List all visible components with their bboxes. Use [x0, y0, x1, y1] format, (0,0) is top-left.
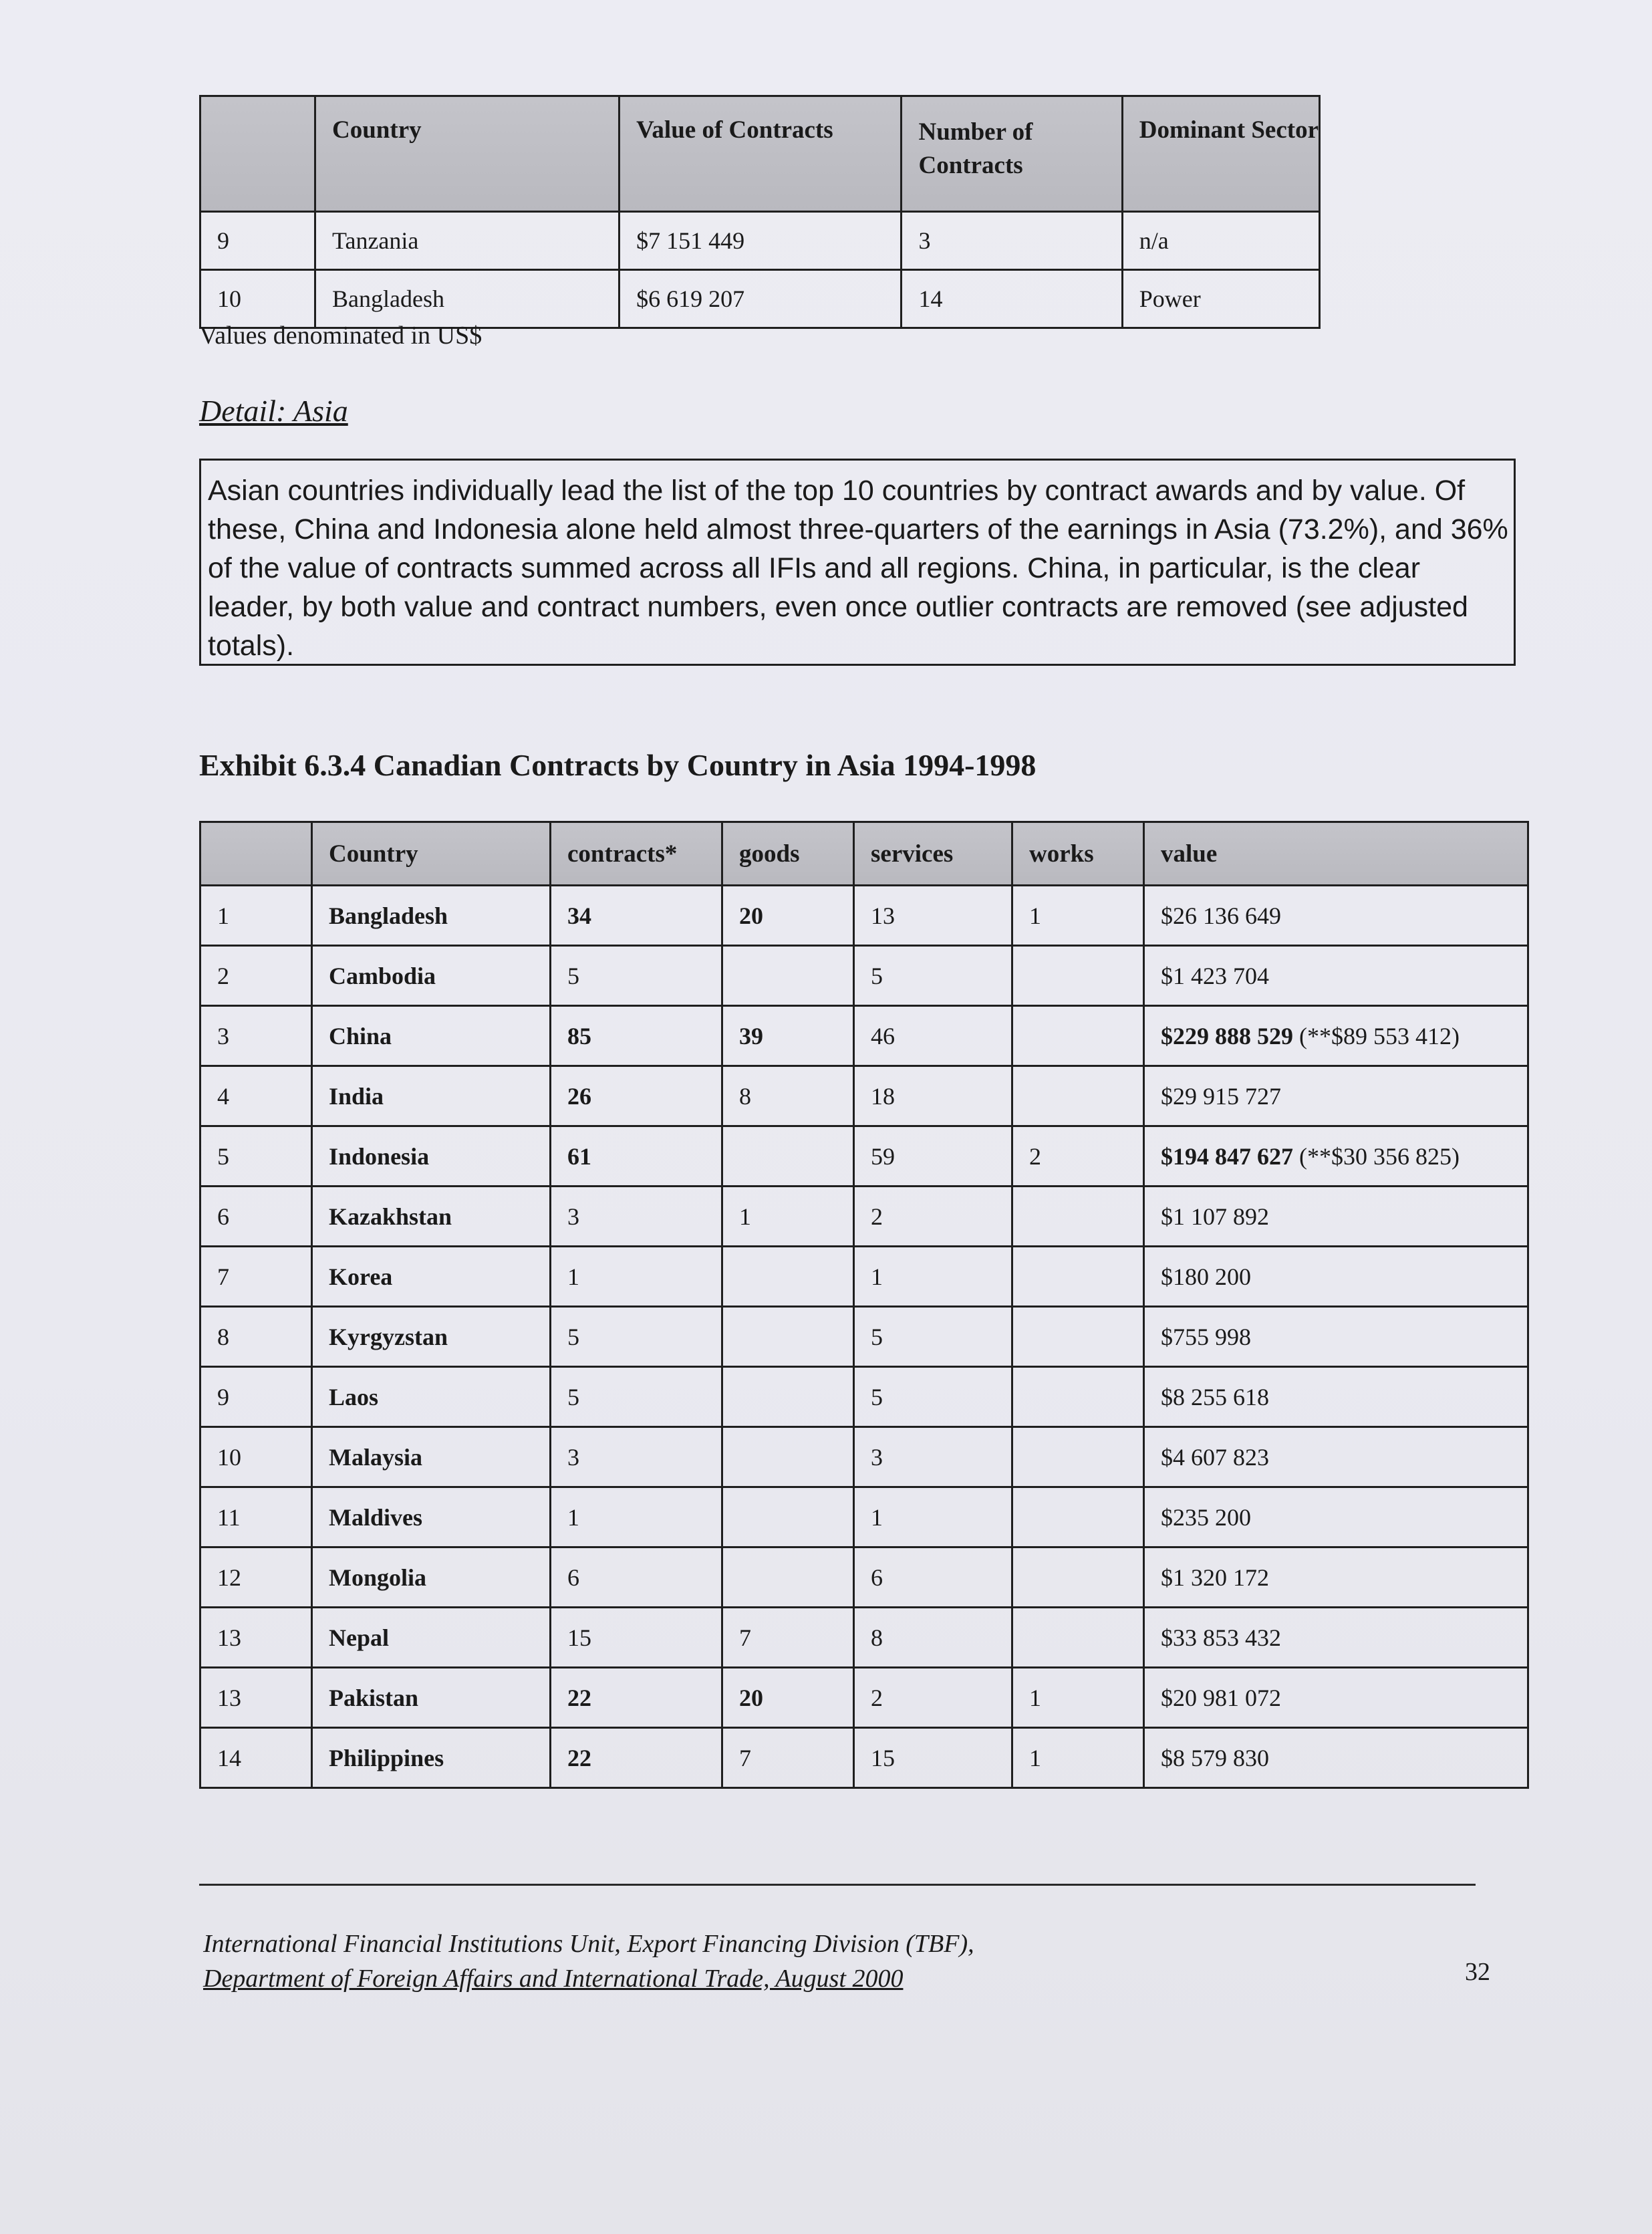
cell-contracts: 26 [551, 1066, 722, 1126]
cell-rank: 8 [200, 1307, 312, 1367]
cell-works: 2 [1012, 1126, 1144, 1187]
table-row [200, 1487, 1528, 1547]
cell-value [1144, 1126, 1528, 1187]
cell-rank: 5 [200, 1126, 312, 1187]
cell-country: China [312, 1006, 551, 1066]
cell-services: 5 [854, 1367, 1012, 1427]
cell-goods [722, 1487, 854, 1547]
cell-country: Mongolia [312, 1547, 551, 1608]
value-amount: $235 200 [1161, 1503, 1251, 1531]
cell-sector: Power [1122, 270, 1319, 328]
table-row [200, 1066, 1528, 1126]
cell-contracts: 61 [551, 1126, 722, 1187]
cell-services: 18 [854, 1066, 1012, 1126]
cell-country: India [312, 1066, 551, 1126]
cell-rank: 13 [200, 1668, 312, 1728]
cell-goods: 1 [722, 1187, 854, 1247]
cell-rank: 11 [200, 1487, 312, 1547]
cell-contracts: 1 [551, 1487, 722, 1547]
value-amount: $29 915 727 [1161, 1082, 1281, 1110]
asia-contracts-table [199, 821, 1529, 1789]
value-amount: $20 981 072 [1161, 1684, 1281, 1711]
table-row [200, 1307, 1528, 1367]
value-amount: $194 847 627 [1161, 1142, 1293, 1170]
cell-works [1012, 1367, 1144, 1427]
cell-goods: 7 [722, 1728, 854, 1788]
cell-contracts: 22 [551, 1668, 722, 1728]
cell-works [1012, 1247, 1144, 1307]
table-row [200, 1427, 1528, 1487]
table-row [200, 1247, 1528, 1307]
cell-services: 46 [854, 1006, 1012, 1066]
cell-services: 15 [854, 1728, 1012, 1788]
cell-rank: 2 [200, 946, 312, 1006]
cell-country: Tanzania [315, 212, 620, 270]
cell-services: 2 [854, 1668, 1012, 1728]
cell-works [1012, 1187, 1144, 1247]
cell-country: Kyrgyzstan [312, 1307, 551, 1367]
cell-rank: 6 [200, 1187, 312, 1247]
header-rank [200, 822, 312, 886]
cell-services: 3 [854, 1427, 1012, 1487]
cell-works: 1 [1012, 1668, 1144, 1728]
value-amount: $1 423 704 [1161, 962, 1269, 989]
cell-goods [722, 1307, 854, 1367]
table-row [200, 1187, 1528, 1247]
cell-value [1144, 1066, 1528, 1126]
table-row [200, 1547, 1528, 1608]
cell-value [1144, 1307, 1528, 1367]
cell-works [1012, 1307, 1144, 1367]
cell-goods [722, 1247, 854, 1307]
cell-services: 59 [854, 1126, 1012, 1187]
header-rank [200, 96, 315, 212]
cell-country: Bangladesh [312, 886, 551, 946]
cell-works [1012, 1547, 1144, 1608]
cell-rank: 3 [200, 1006, 312, 1066]
cell-value [1144, 1487, 1528, 1547]
table-row [200, 270, 1320, 328]
cell-services: 6 [854, 1547, 1012, 1608]
cell-goods: 8 [722, 1066, 854, 1126]
cell-services: 2 [854, 1187, 1012, 1247]
cell-contracts: 1 [551, 1247, 722, 1307]
cell-value [1144, 1547, 1528, 1608]
footer-citation [203, 1927, 974, 1996]
value-amount: $229 888 529 [1161, 1022, 1293, 1049]
cell-rank: 10 [200, 270, 315, 328]
cell-country: Pakistan [312, 1668, 551, 1728]
value-amount: $8 579 830 [1161, 1744, 1269, 1771]
value-amount: $755 998 [1161, 1323, 1251, 1350]
cell-services: 8 [854, 1608, 1012, 1668]
cell-services: 5 [854, 1307, 1012, 1367]
currency-note: Values denominated in US$ [199, 322, 483, 350]
footer-line-2: Department of Foreign Affairs and International Trade, August 2000 [203, 1965, 904, 1993]
table-header-row [200, 822, 1528, 886]
cell-works [1012, 1608, 1144, 1668]
cell-country: Philippines [312, 1728, 551, 1788]
table-row [200, 1668, 1528, 1728]
cell-contracts: 34 [551, 886, 722, 946]
value-amount: $180 200 [1161, 1263, 1251, 1290]
cell-value [1144, 1247, 1528, 1307]
cell-works [1012, 1066, 1144, 1126]
cell-value [1144, 886, 1528, 946]
cell-goods [722, 1427, 854, 1487]
header-country: Country [312, 822, 551, 886]
cell-goods: 7 [722, 1608, 854, 1668]
table-row [200, 1608, 1528, 1668]
cell-value [1144, 1728, 1528, 1788]
header-dominant-sector: Dominant Sector [1122, 96, 1319, 212]
header-services: services [854, 822, 1012, 886]
cell-country: Cambodia [312, 946, 551, 1006]
cell-rank: 9 [200, 1367, 312, 1427]
value-adjusted: (**$30 356 825) [1299, 1142, 1460, 1170]
table-row [200, 1367, 1528, 1427]
cell-rank: 10 [200, 1427, 312, 1487]
cell-goods: 20 [722, 886, 854, 946]
cell-value: $6 619 207 [620, 270, 902, 328]
footer-line-1: International Financial Institutions Unit, Export Financing Division (TBF), [203, 1930, 974, 1958]
section-heading: Detail: Asia [199, 394, 348, 428]
summary-callout-box: Asian countries individually lead the list of the top 10 countries by contract awards and by value. Of these, China and Indonesia alone held almost three-quarters of the earnings in Asia (73.2%), and 36% of the value of contracts summed across all IFIs and all regions. China, in particular, is the clear leader, by both value and contract numbers, even once outlier contracts are removed (see adjusted totals). [199, 459, 1516, 666]
value-adjusted: (**$89 553 412) [1299, 1022, 1460, 1049]
value-amount: $4 607 823 [1161, 1443, 1269, 1471]
value-amount: $26 136 649 [1161, 902, 1281, 929]
cell-rank: 13 [200, 1608, 312, 1668]
value-amount: $33 853 432 [1161, 1624, 1281, 1651]
cell-contracts: 5 [551, 1367, 722, 1427]
header-works: works [1012, 822, 1144, 886]
cell-contracts: 5 [551, 1307, 722, 1367]
top-countries-table [199, 95, 1321, 329]
header-value: value [1144, 822, 1528, 886]
cell-contracts: 85 [551, 1006, 722, 1066]
cell-works [1012, 1487, 1144, 1547]
value-amount: $1 320 172 [1161, 1564, 1269, 1591]
cell-contracts: 3 [551, 1427, 722, 1487]
cell-goods [722, 1367, 854, 1427]
cell-value [1144, 1608, 1528, 1668]
table-row [200, 1006, 1528, 1066]
cell-contracts: 15 [551, 1608, 722, 1668]
cell-goods [722, 1547, 854, 1608]
exhibit-title: Exhibit 6.3.4 Canadian Contracts by Country in Asia 1994-1998 [199, 748, 1037, 782]
table-row [200, 212, 1320, 270]
header-goods: goods [722, 822, 854, 886]
cell-country: Korea [312, 1247, 551, 1307]
cell-value [1144, 1427, 1528, 1487]
cell-number: 3 [902, 212, 1122, 270]
cell-rank: 14 [200, 1728, 312, 1788]
cell-value [1144, 946, 1528, 1006]
cell-goods [722, 946, 854, 1006]
cell-services: 1 [854, 1247, 1012, 1307]
cell-services: 13 [854, 886, 1012, 946]
cell-goods [722, 1126, 854, 1187]
cell-value: $7 151 449 [620, 212, 902, 270]
cell-country: Laos [312, 1367, 551, 1427]
header-number-of-contracts: Number of Contracts [902, 96, 1122, 212]
cell-works: 1 [1012, 886, 1144, 946]
table-row [200, 1728, 1528, 1788]
cell-contracts: 3 [551, 1187, 722, 1247]
asia-table-body [200, 886, 1528, 1788]
footer-divider [199, 1884, 1476, 1886]
cell-rank: 12 [200, 1547, 312, 1608]
header-value-of-contracts: Value of Contracts [620, 96, 902, 212]
cell-goods: 20 [722, 1668, 854, 1728]
cell-rank: 4 [200, 1066, 312, 1126]
cell-country: Maldives [312, 1487, 551, 1547]
table-row [200, 1126, 1528, 1187]
cell-contracts: 22 [551, 1728, 722, 1788]
cell-contracts: 5 [551, 946, 722, 1006]
cell-works: 1 [1012, 1728, 1144, 1788]
cell-value [1144, 1668, 1528, 1728]
cell-country: Malaysia [312, 1427, 551, 1487]
value-amount: $1 107 892 [1161, 1203, 1269, 1230]
cell-goods: 39 [722, 1006, 854, 1066]
table-header-row [200, 96, 1320, 212]
cell-works [1012, 1006, 1144, 1066]
cell-value [1144, 1187, 1528, 1247]
cell-sector: n/a [1122, 212, 1319, 270]
cell-rank: 1 [200, 886, 312, 946]
header-contracts: contracts* [551, 822, 722, 886]
cell-value [1144, 1367, 1528, 1427]
cell-rank: 7 [200, 1247, 312, 1307]
table-row [200, 946, 1528, 1006]
page-number: 32 [1465, 1958, 1490, 1986]
header-country: Country [315, 96, 620, 212]
table-row [200, 886, 1528, 946]
value-amount: $8 255 618 [1161, 1383, 1269, 1410]
cell-country: Kazakhstan [312, 1187, 551, 1247]
cell-country: Indonesia [312, 1126, 551, 1187]
cell-country: Bangladesh [315, 270, 620, 328]
cell-contracts: 6 [551, 1547, 722, 1608]
cell-services: 1 [854, 1487, 1012, 1547]
cell-value [1144, 1006, 1528, 1066]
cell-country: Nepal [312, 1608, 551, 1668]
cell-works [1012, 946, 1144, 1006]
cell-rank: 9 [200, 212, 315, 270]
cell-services: 5 [854, 946, 1012, 1006]
cell-number: 14 [902, 270, 1122, 328]
cell-works [1012, 1427, 1144, 1487]
